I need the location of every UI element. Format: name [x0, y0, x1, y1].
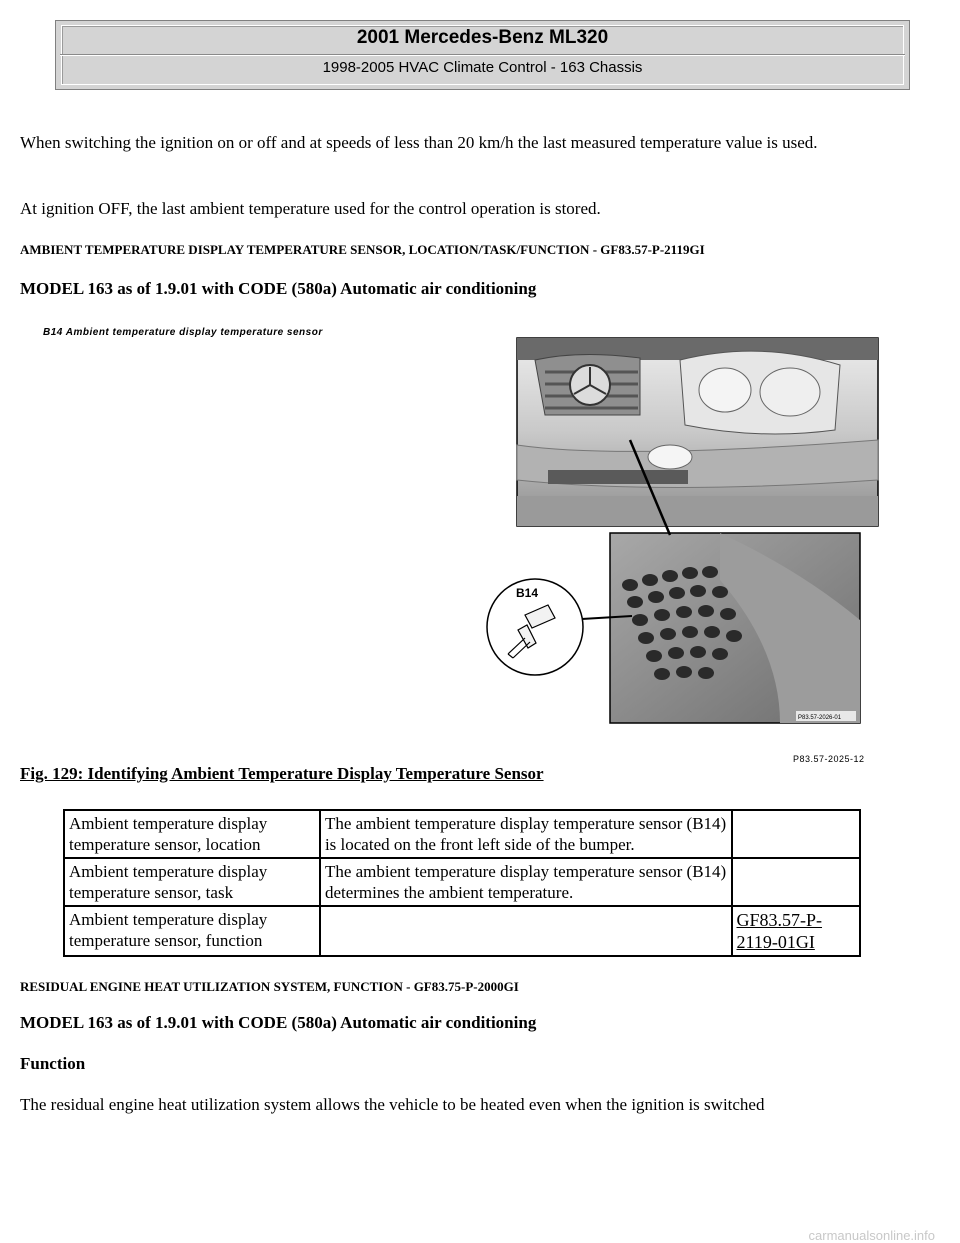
- table-row: [64, 906, 860, 956]
- gf83-57-p-2119-01gi-link[interactable]: GF83.57-P-2119-01GI: [736, 910, 823, 952]
- bumper-closeup-photo: [610, 533, 860, 723]
- callout-label: B14: [516, 586, 539, 600]
- header-subtitle: 1998-2005 HVAC Climate Control - 163 Chassis: [322, 59, 643, 76]
- footer-watermark: carmanualsonline.info: [808, 1228, 935, 1243]
- vehicle-front-photo: [517, 338, 878, 526]
- paragraph-ignition: When switching the ignition on or off and at speeds of less than 20 km/h the last measured temperature value is used.: [20, 133, 818, 152]
- table-cell-label: Ambient temperature display temperature sensor, task: [64, 858, 320, 906]
- model-line-1: MODEL 163 as of 1.9.01 with CODE (580a) Automatic air conditioning: [20, 279, 537, 298]
- table-cell-reference: [732, 810, 861, 858]
- paragraph-ignition-off: At ignition OFF, the last ambient temperature used for the control operation is stored.: [20, 199, 601, 218]
- table-cell-reference: [732, 858, 861, 906]
- figure-caption: Fig. 129: Identifying Ambient Temperature Display Temperature Sensor: [20, 764, 544, 783]
- page-header: [55, 20, 910, 90]
- header-title: 2001 Mercedes-Benz ML320: [356, 27, 609, 48]
- model-line-2: MODEL 163 as of 1.9.01 with CODE (580a) Automatic air conditioning: [20, 1013, 537, 1032]
- section-heading-residual-heat: RESIDUAL ENGINE HEAT UTILIZATION SYSTEM, FUNCTION - GF83.75-P-2000GI: [20, 979, 519, 994]
- figure-label: B14 Ambient temperature display temperature sensor: [43, 327, 323, 338]
- table-cell-description: The ambient temperature display temperature sensor (B14) determines the ambient temperature.: [320, 858, 732, 906]
- function-subheading: Function: [20, 1054, 86, 1073]
- sensor-info-table: [63, 809, 861, 957]
- b14-callout: [487, 579, 583, 675]
- header-divider: [60, 54, 905, 56]
- paragraph-residual-heat: The residual engine heat utilization system allows the vehicle to be heated even when the ignition is switched: [20, 1095, 765, 1114]
- table-cell-description: The ambient temperature display temperature sensor (B14) is located on the front left side of the bumper.: [320, 810, 732, 858]
- inset-code-text: P83.57-2026-01: [798, 715, 842, 721]
- table-cell-description: [320, 906, 732, 956]
- table-cell-reference: [732, 906, 861, 956]
- section-heading-ambient-sensor: AMBIENT TEMPERATURE DISPLAY TEMPERATURE SENSOR, LOCATION/TASK/FUNCTION - GF83.57-P-2119GI: [20, 242, 705, 257]
- table-cell-label: Ambient temperature display temperature sensor, location: [64, 810, 320, 858]
- figure-code: P83.57-2025-12: [793, 754, 865, 764]
- table-cell-label: Ambient temperature display temperature sensor, function: [64, 906, 320, 956]
- table-row: [64, 810, 860, 858]
- sensor-location-figure: [20, 320, 880, 760]
- table-row: [64, 858, 860, 906]
